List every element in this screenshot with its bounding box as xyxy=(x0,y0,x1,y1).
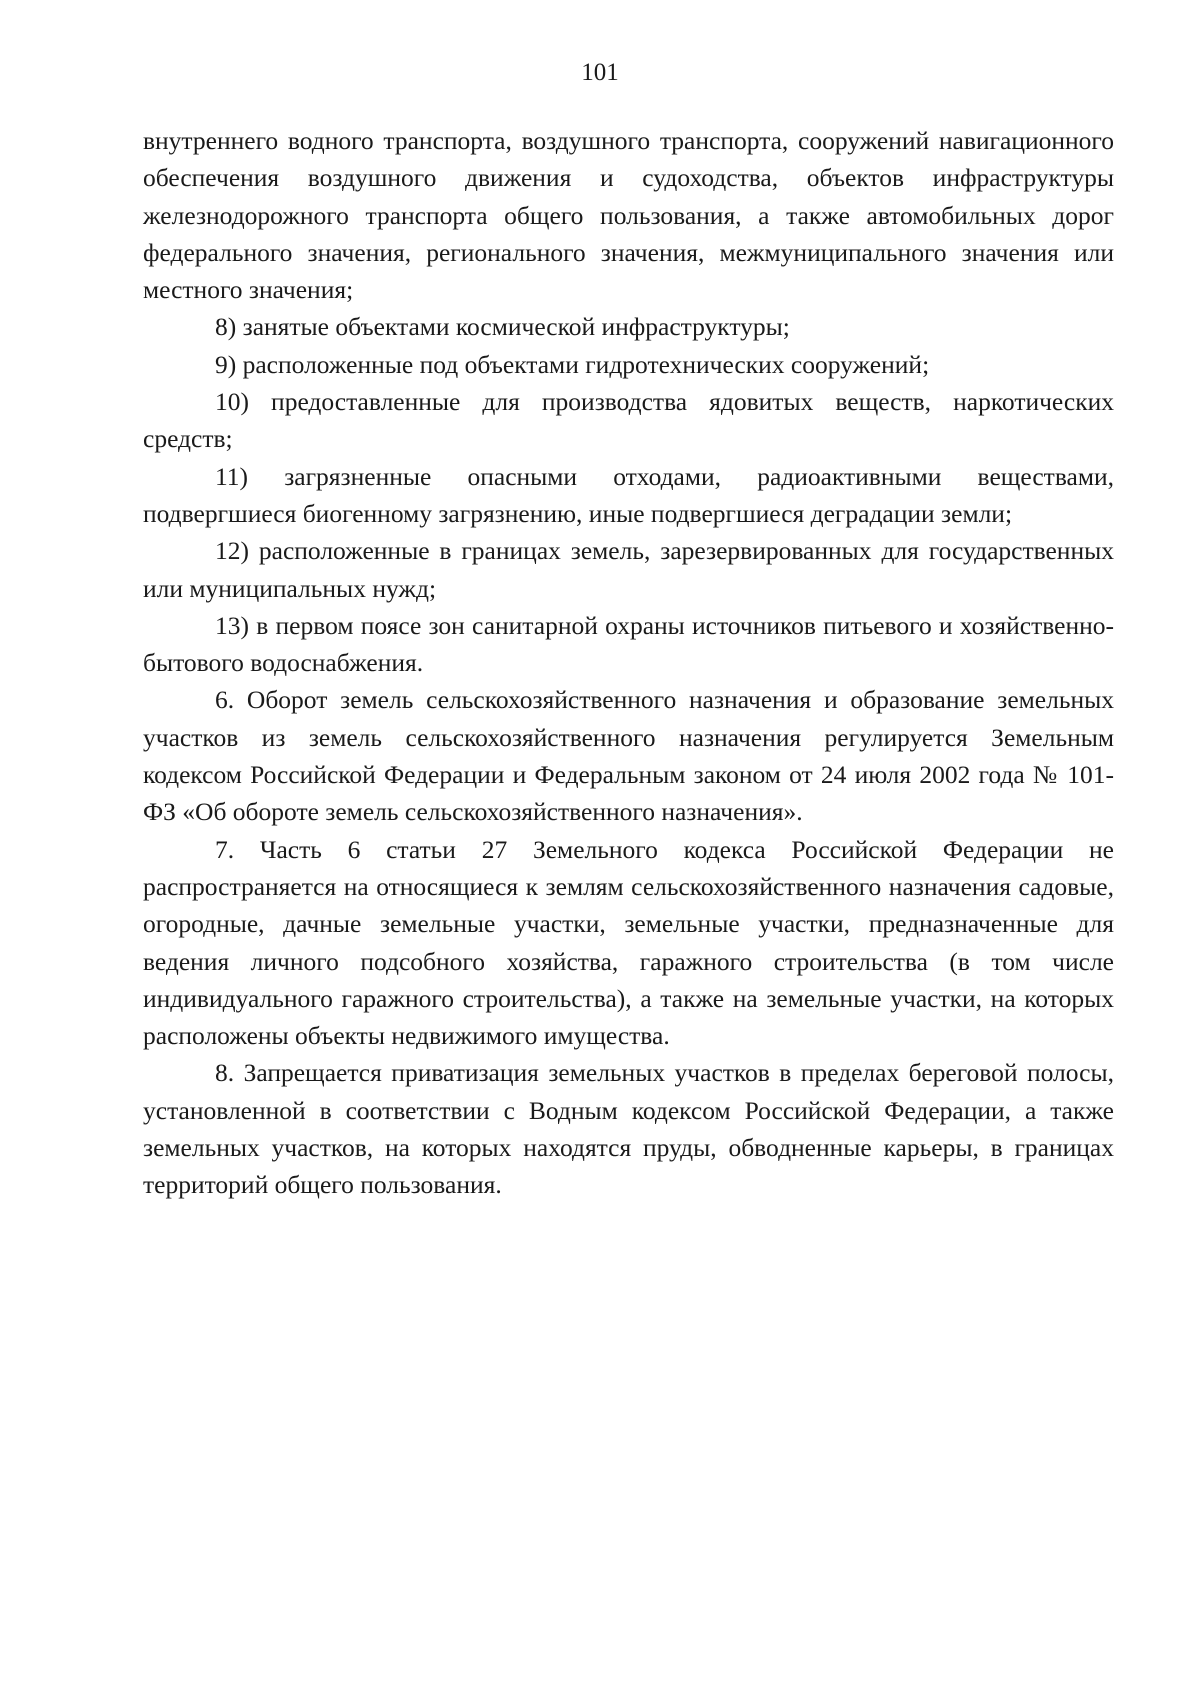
paragraph-item-12: 12) расположенные в границах земель, зарезервированных для государственных или муниципальных нужд; xyxy=(143,536,1114,603)
paragraph-part-8: 8. Запрещается приватизация земельных участков в пределах береговой полосы, установленной в соответствии с Водным кодексом Российской Федерации, а также земельных участков, на которых находятся пруды, обводненные карьеры, в границах территорий общего пользования. xyxy=(143,1058,1114,1200)
document-body xyxy=(143,122,1114,1204)
page-number: 101 xyxy=(581,59,619,86)
paragraph-item-9: 9) расположенные под объектами гидротехнических сооружений; xyxy=(215,349,930,379)
paragraph-item-8: 8) занятые объектами космической инфраструктуры; xyxy=(215,312,790,342)
paragraph-part-6: 6. Оборот земель сельскохозяйственного назначения и образование земельных участков из земель сельскохозяйственного назначения регулируется Земельным кодексом Российской Федерации и Федеральным законом от 24 июля 2002 года № 101-ФЗ «Об обороте земель сельскохозяйственного назначения». xyxy=(143,685,1114,827)
paragraph-continuation: внутреннего водного транспорта, воздушного транспорта, сооружений навигационного обеспечения воздушного движения и судоходства, объектов инфраструктуры железнодорожного транспорта общего пользования, а также автомобильных дорог федерального значения, регионального значения, межмуниципального значения или местного значения; xyxy=(143,126,1114,305)
paragraph-item-10: 10) предоставленные для производства ядовитых веществ, наркотических средств; xyxy=(143,387,1114,454)
paragraph-part-7: 7. Часть 6 статьи 27 Земельного кодекса Российской Федерации не распространяется на относящиеся к землям сельскохозяйственного назначения садовые, огородные, дачные земельные участки, земельные участки, предназначенные для ведения личного подсобного хозяйства, гаражного строительства (в том числе индивидуального гаражного строительства), а также на земельные участки, на которых расположены объекты недвижимого имущества. xyxy=(143,834,1114,1051)
paragraph-item-13: 13) в первом поясе зон санитарной охраны источников питьевого и хозяйственно-бытового водоснабжения. xyxy=(143,610,1114,678)
paragraph-item-11: 11) загрязненные опасными отходами, радиоактивными веществами, подвергшиеся биогенному загрязнению, иные подвергшиеся деградации земли; xyxy=(143,461,1114,528)
